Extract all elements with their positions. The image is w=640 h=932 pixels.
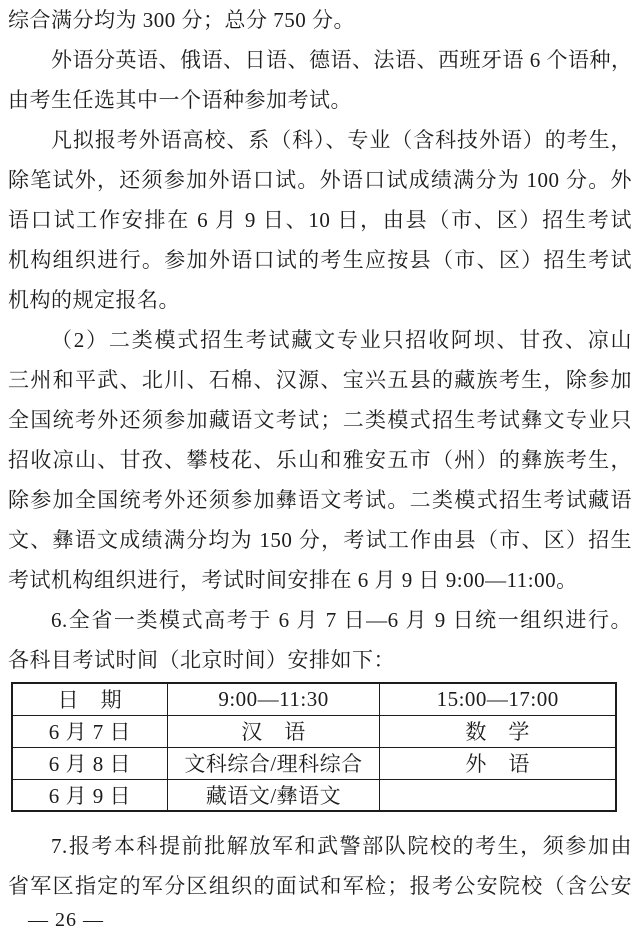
table-cell: 藏语文/彝语文 [167,779,380,811]
text-line: 三州和平武、北川、石棉、汉源、宝兴五县的藏族考生，除参加 [8,368,632,392]
exam-schedule-table [11,682,617,812]
page-number: — 26 — [28,909,104,931]
text-line: 机构组织进行。参加外语口试的考生应按县（市、区）招生考试 [8,248,632,272]
table-cell: 文科综合/理科综合 [167,747,380,779]
table-cell: 数 学 [380,715,616,747]
text-line: 6.全省一类模式高考于 6 月 7 日—6 月 9 日统一组织进行。 [51,608,632,632]
text-line: 综合满分均为 300 分；总分 750 分。 [8,8,355,32]
text-line: 除参加全国统考外还须参加彝语文考试。二类模式招生考试藏语 [8,488,632,512]
table-cell: 外 语 [380,747,616,779]
table-header-row [12,683,616,715]
table-row [12,715,616,747]
text-line: 全国统考外还须参加藏语文考试；二类模式招生考试彝文专业只 [8,408,632,432]
table-header [12,683,616,715]
text-line: 考试机构组织进行，考试时间安排在 6 月 9 日 9:00—11:00。 [8,568,578,592]
text-line: 招收凉山、甘孜、攀枝花、乐山和雅安五市（州）的彝族考生， [8,448,632,472]
text-line: 凡拟报考外语高校、系（科）、专业（含科技外语）的考生， [51,128,632,152]
text-line: 由考生任选其中一个语种参加考试。 [8,88,352,112]
text-line: 省军区指定的军分区组织的面试和军检；报考公安院校（含公安 [8,874,632,898]
text-line: 外语分英语、俄语、日语、德语、法语、西班牙语 6 个语种， [51,48,633,72]
table-header-cell: 15:00—17:00 [380,683,616,715]
table-header-cell: 9:00—11:30 [167,683,380,715]
table-header-cell: 日 期 [12,683,167,715]
table-cell: 6 月 8 日 [12,747,167,779]
table-cell: 6 月 7 日 [12,715,167,747]
document-lines-bottom [8,826,632,906]
table-body [12,715,616,811]
text-line: 语口试工作安排在 6 月 9 日、10 日，由县（市、区）招生考试 [8,208,632,232]
table-row [12,779,616,811]
table-row [12,747,616,779]
text-line: 机构的规定报名。 [8,288,180,312]
text-line: 文、彝语文成绩满分均为 150 分，考试工作由县（市、区）招生 [8,528,632,552]
text-line: 除笔试外，还须参加外语口试。外语口试成绩满分为 100 分。外 [8,168,632,192]
text-line: 7.报考本科提前批解放军和武警部队院校的考生，须参加由 [51,834,632,858]
text-line: （2）二类模式招生考试藏文专业只招收阿坝、甘孜、凉山 [51,328,632,352]
table-cell [380,779,616,811]
table-cell: 6 月 9 日 [12,779,167,811]
text-line: 各科目考试时间（北京时间）安排如下： [8,648,395,672]
table-cell: 汉 语 [167,715,380,747]
document-lines-top [8,0,632,680]
